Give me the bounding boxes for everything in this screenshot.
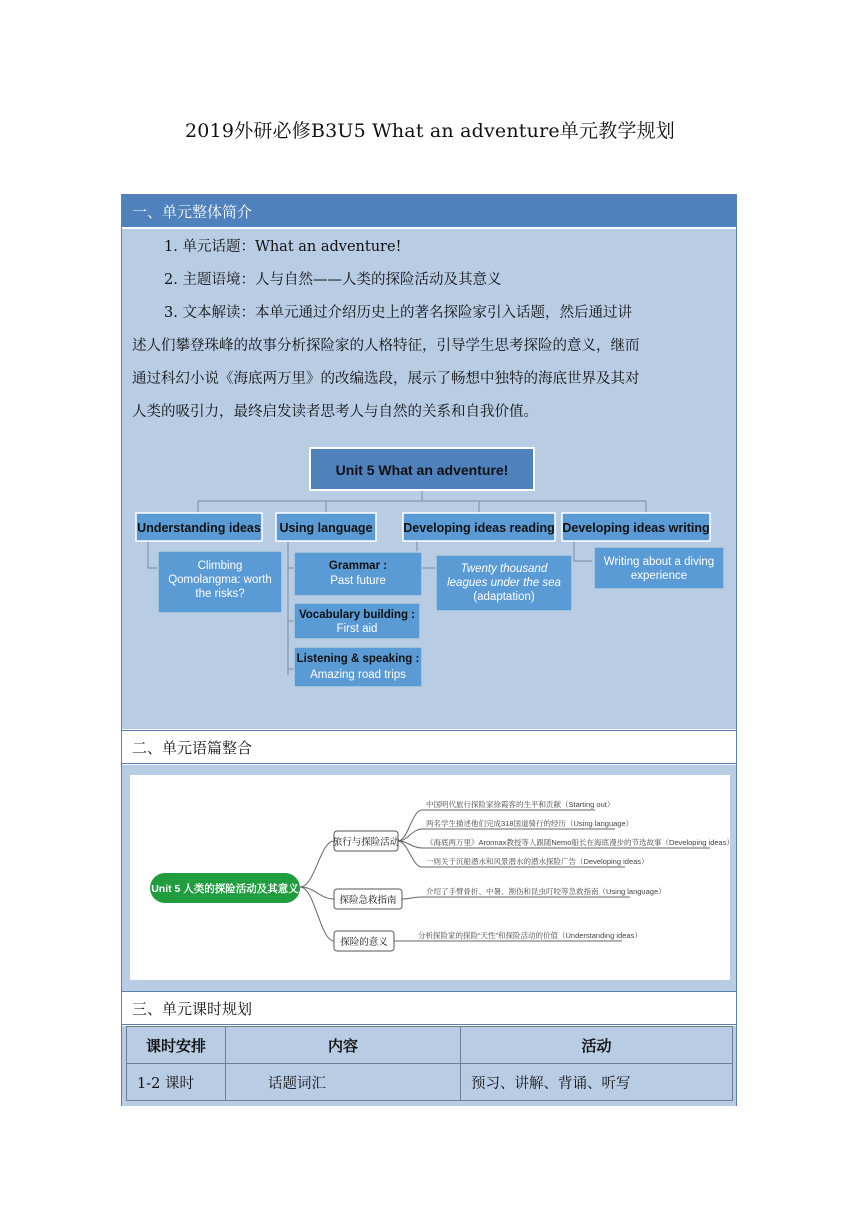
branch-label: Developing ideas writing	[562, 521, 710, 535]
table-header-row	[127, 1027, 733, 1064]
text-analysis-line: 通过科幻小说《海底两万里》的改编选段，展示了畅想中独特的海底世界及其对	[132, 371, 640, 387]
leaf-sub: First aid	[336, 623, 378, 635]
lesson-plan-table	[126, 1026, 733, 1101]
leaf-line: Climbing	[197, 560, 243, 572]
mindmap-leaf: 中国明代旅行探险家徐霞客的生平和贡献（Starting out）	[426, 800, 615, 809]
table-row	[127, 1064, 733, 1101]
text-analysis-line: 述人们攀登珠峰的故事分析探险家的人格特征，引导学生思考探险的意义，继而	[132, 338, 640, 354]
document-title: 2019外研必修B3U5 What an adventure单元教学规划	[184, 120, 676, 142]
leaf-line: Twenty thousand	[460, 563, 548, 575]
mindmap-root-label: Unit 5 人类的探险活动及其意义	[151, 883, 299, 895]
context-item: 2. 主题语境：人与自然——人类的探险活动及其意义	[164, 272, 502, 288]
leaf-node	[594, 547, 724, 589]
plan-table-frame	[121, 194, 737, 1106]
leaf-sub: Amazing road trips	[310, 669, 406, 681]
section-1-body	[122, 229, 736, 729]
branch-label: Understanding ideas	[137, 521, 261, 535]
section-2-heading: 二、单元语篇整合	[122, 730, 736, 764]
mindmap-leaf: 分析探险家的探险“天性”和探险活动的价值（Understanding ideas）	[418, 931, 642, 940]
period-cell: 1-2 课时	[127, 1064, 226, 1101]
leaf-line: experience	[630, 570, 688, 582]
leaf-line: leagues under the sea	[447, 577, 561, 589]
leaf-line: the risks?	[195, 588, 245, 600]
mindmap-leaf: 《海底两万里》Aronnax教授等人跟随Nemo船长在海底漫步的节选故事（Developing ideas）	[426, 838, 730, 847]
branch-label: Using language	[279, 521, 373, 535]
column-header: 内容	[226, 1027, 461, 1064]
mindmap-leaf: 一则关于沉船潜水和风景潜水的潜水探险广告（Developing ideas）	[426, 857, 649, 866]
leaf-line: Writing about a diving	[603, 556, 715, 568]
leaf-sub: Past future	[330, 575, 386, 587]
mindmap-branch-label: 探险急救指南	[339, 895, 397, 906]
mindmap-branch-label: 探险的意义	[340, 937, 388, 948]
content-cell: 话题词汇	[226, 1064, 461, 1101]
text-analysis-line: 3. 文本解读：本单元通过介绍历史上的著名探险家引入话题，然后通过讲	[164, 305, 632, 321]
section-1-heading: 一、单元整体简介	[122, 195, 736, 229]
activity-cell: 预习、讲解、背诵、听写	[461, 1064, 733, 1101]
leaf-title: Grammar :	[328, 560, 388, 572]
unit-structure-diagram	[122, 443, 736, 733]
section-3-heading: 三、单元课时规划	[122, 991, 736, 1025]
mindmap-svg	[130, 775, 730, 980]
leaf-title: Vocabulary building :	[298, 609, 416, 621]
column-header: 活动	[461, 1027, 733, 1064]
section-3-body	[122, 1026, 736, 1106]
mindmap-leaf: 两名学生描述他们完成318国道骑行的经历（Using language）	[426, 819, 634, 828]
leaf-line: Qomolangma: worth	[168, 574, 272, 586]
leaf-title: Listening & speaking :	[296, 653, 420, 665]
section-2-body	[122, 765, 736, 991]
leaf-line: (adaptation)	[473, 591, 535, 603]
topic-item: 1. 单元话题：What an adventure!	[164, 239, 402, 255]
column-header: 课时安排	[127, 1027, 226, 1064]
branch-label: Developing ideas reading	[403, 521, 555, 535]
diagram-root-label: Unit 5 What an adventure!	[335, 462, 509, 478]
leaf-node	[294, 552, 422, 596]
discourse-mindmap	[130, 775, 730, 980]
mindmap-branch-label: 旅行与探险活动	[332, 837, 400, 848]
text-analysis-line: 人类的吸引力，最终启发读者思考人与自然的关系和自我价值。	[132, 404, 538, 420]
mindmap-leaf: 介绍了手臂骨折、中暑、割伤和昆虫叮咬等急救指南（Using language）	[426, 887, 666, 896]
